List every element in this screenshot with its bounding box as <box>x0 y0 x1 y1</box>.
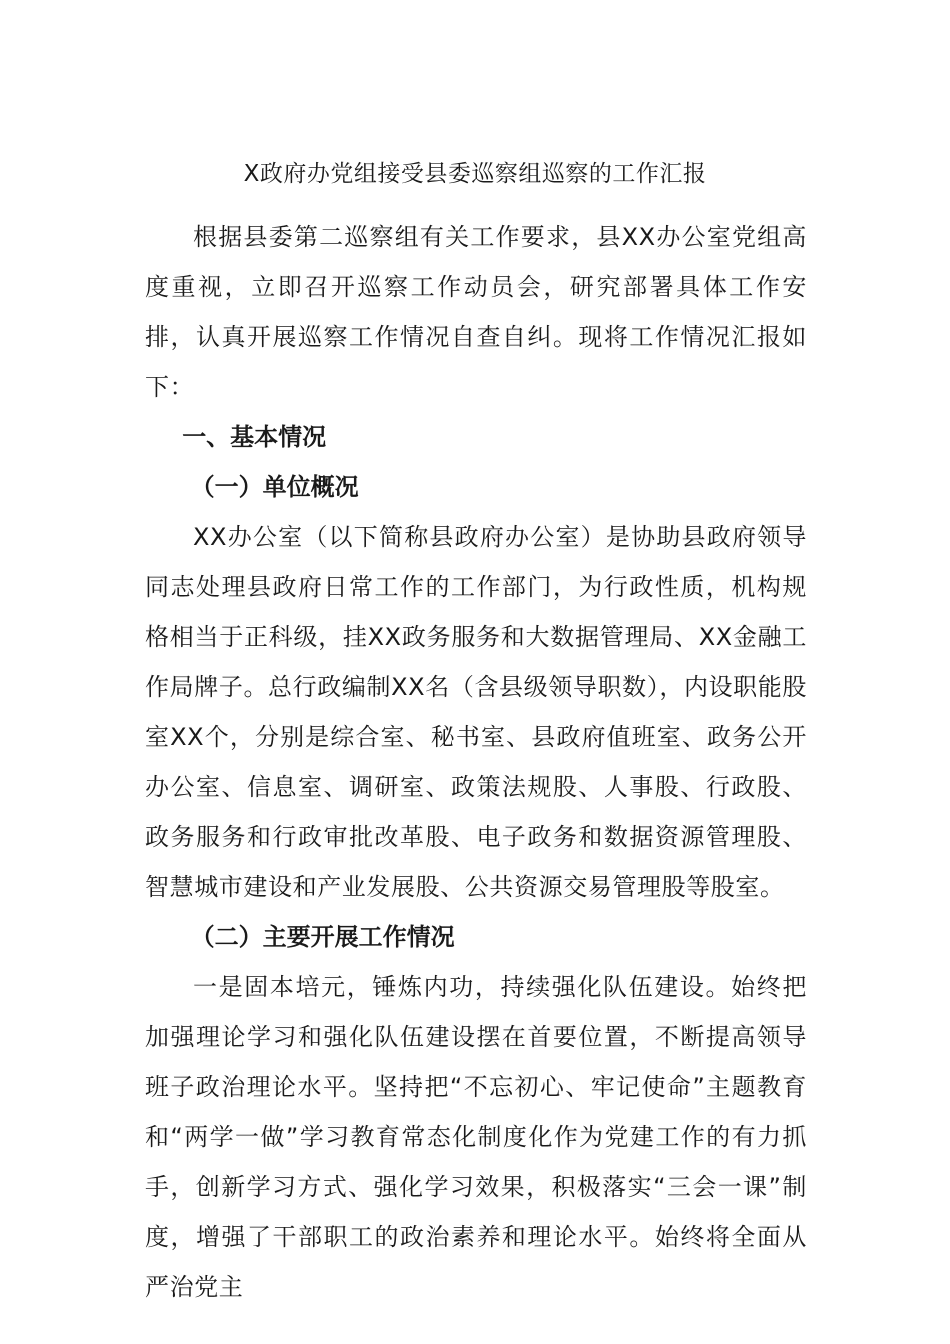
document-title: X政府办党组接受县委巡察组巡察的工作汇报 <box>243 161 707 187</box>
work-item-one-paragraph: 一是固本培元，锤炼内功，持续强化队伍建设。始终把加强理论学习和强化队伍建设摆在首要位置，不断提高领导班子政治理论水平。坚持把“不忘初心、牢记使命”主题教育和“两学一做”学习教育常态化制度化作为党建工作的有力抓手，创新学习方式、强化学习效果，积极落实“三会一课”制度，增强了干部职工的政治素养和理论水平。始终将全面从严治党主 <box>145 973 807 1301</box>
subsection-heading-main-work: （二）主要开展工作情况 <box>190 923 455 951</box>
subsection-heading-unit-overview: （一）单位概况 <box>190 473 359 501</box>
section-heading-basic-info: 一、基本情况 <box>182 423 327 451</box>
unit-overview-paragraph: XX办公室（以下简称县政府办公室）是协助县政府领导同志处理县政府日常工作的工作部门，为行政性质，机构规格相当于正科级，挂XX政务服务和大数据管理局、XX金融工作局牌子。总行政编制XX名（含县级领导职数），内设职能股室XX个，分别是综合室、秘书室、县政府值班室、政务公开办公室、信息室、调研室、政策法规股、人事股、行政股、政务服务和行政审批改革股、电子政务和数据资源管理股、智慧城市建设和产业发展股、公共资源交易管理股等股室。 <box>145 523 807 901</box>
intro-paragraph: 根据县委第二巡察组有关工作要求，县XX办公室党组高度重视，立即召开巡察工作动员会，研究部署具体工作安排，认真开展巡察工作情况自查自纠。现将工作情况汇报如下： <box>145 223 807 401</box>
document-body <box>145 212 807 1312</box>
